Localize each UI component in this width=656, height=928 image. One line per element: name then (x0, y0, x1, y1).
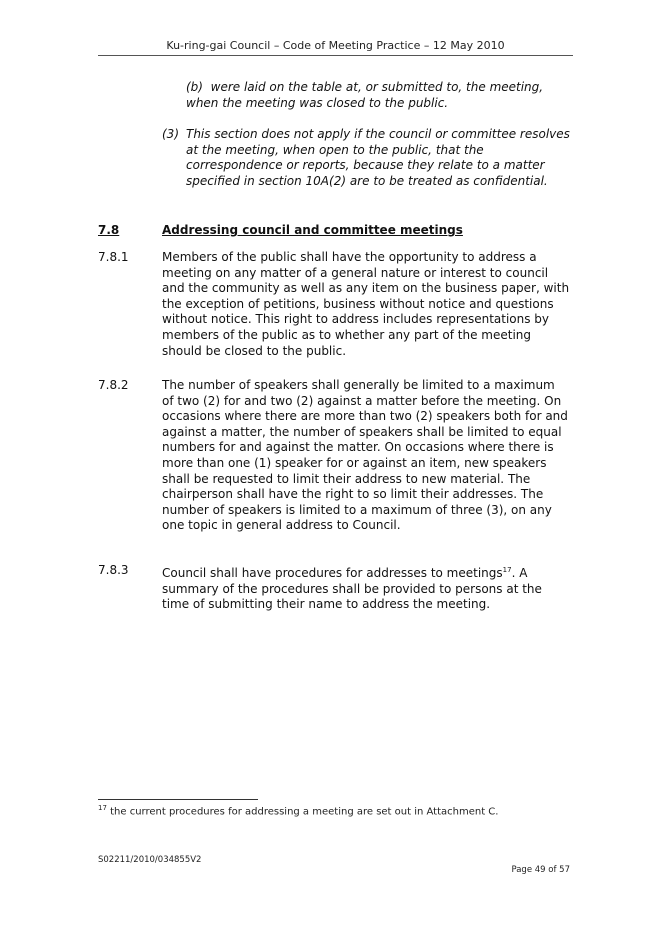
subsection-3-line: at the meeting, when open to the public, that the (186, 142, 484, 157)
footnote-marker: 17 (98, 804, 107, 812)
clause-number: 7.8.3 (98, 563, 129, 577)
clause-line-end: . A (511, 566, 528, 580)
clause-line: chairperson shall have the right to so limit their addresses. The (162, 487, 544, 502)
header-rule (98, 55, 573, 56)
subsection-3-line: This section does not apply if the council or committee resolves (186, 127, 570, 141)
clause-line: should be closed to the public. (162, 343, 347, 358)
clause-number: 7.8.1 (98, 250, 129, 264)
subsection-3-line: specified in section 10A(2) are to be treated as confidential. (186, 173, 548, 188)
footnote-text: the current procedures for addressing a meeting are set out in Attachment C. (106, 806, 499, 818)
clause-b-line2: when the meeting was closed to the public. (186, 95, 449, 110)
clause-line: of two (2) for and two (2) against a matter before the meeting. On (162, 393, 562, 408)
subsection-3 (186, 127, 570, 189)
clause-line: members of the public as to whether any part of the meeting (162, 327, 531, 342)
clause-line: numbers for and against the matter. On occasions where there is (162, 440, 554, 455)
clause-line: The number of speakers shall generally be limited to a maximum (162, 378, 555, 392)
page-number: Page 49 of 57 (511, 865, 570, 875)
clause-line: the exception of petitions, business without notice and questions (162, 296, 554, 311)
footnote-reference[interactable]: 17 (502, 566, 512, 574)
footnote-rule (98, 799, 258, 800)
clause-line: meeting on any matter of a general nature or interest to council (162, 265, 549, 280)
clause-line: without notice. This right to address includes representations by (162, 312, 550, 327)
section-number: 7.8 (98, 223, 120, 237)
footnote (98, 804, 498, 817)
clause-number: 7.8.2 (98, 378, 129, 392)
clause-7-8-2 (162, 378, 568, 534)
document-reference: S02211/2010/034855V2 (98, 855, 202, 865)
clause-line: more than one (1) speaker for or against an item, new speakers (162, 455, 547, 470)
clause-b (186, 80, 543, 111)
clause-line: shall be requested to limit their address to new material. The (162, 471, 531, 486)
clause-line: one topic in general address to Council. (162, 518, 401, 533)
clause-line: occasions where there are more than two (2) speakers both for and (162, 409, 568, 424)
clause-line: time of submitting their name to address the meeting. (162, 597, 491, 612)
clause-line: summary of the procedures shall be provided to persons at the (162, 581, 542, 596)
subsection-3-marker: (3) (162, 127, 179, 141)
clause-line: number of speakers is limited to a maximum of three (3), on any (162, 502, 552, 517)
clause-b-line1: were laid on the table at, or submitted to, the meeting, (210, 80, 544, 94)
clause-7-8-1 (162, 250, 569, 359)
clause-line: against a matter, the number of speakers shall be limited to equal (162, 424, 562, 439)
clause-line: Council shall have procedures for addresses to meetings (162, 566, 503, 580)
clause-b-marker: (b) (186, 80, 203, 94)
clause-line: Members of the public shall have the opportunity to address a (162, 250, 537, 264)
clause-line: and the community as well as any item on the business paper, with (162, 281, 570, 296)
section-title: Addressing council and committee meetings (162, 223, 463, 237)
clause-7-8-3 (162, 563, 542, 613)
page-header: Ku-ring-gai Council – Code of Meeting Practice – 12 May 2010 (166, 39, 505, 52)
subsection-3-line: correspondence or reports, because they relate to a matter (186, 158, 545, 173)
